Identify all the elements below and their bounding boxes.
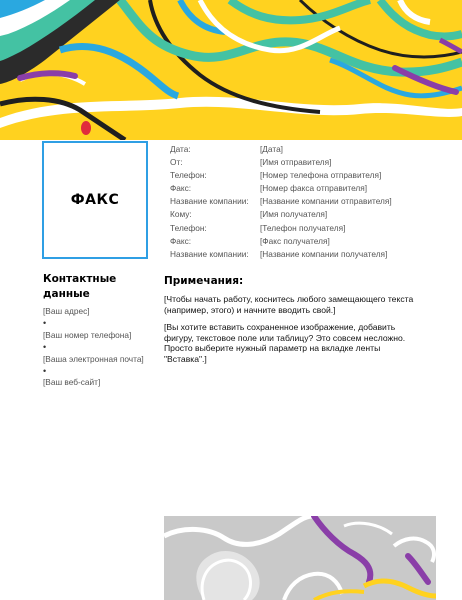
field-value[interactable]: [Телефон получателя] <box>260 222 346 233</box>
field-row-sender-phone <box>170 170 392 183</box>
field-value[interactable]: [Факс получателя] <box>260 235 330 246</box>
field-row-sender-fax <box>170 183 392 196</box>
field-label: Телефон: <box>170 170 207 181</box>
field-value[interactable]: [Имя отправителя] <box>260 157 332 168</box>
notes-paragraph-1[interactable]: [Чтобы начать работу, коснитесь любого замещающего текста (например, этого) и начните вводить свой.] <box>164 294 414 315</box>
field-value[interactable]: [Имя получателя] <box>260 209 328 220</box>
contacts-list <box>43 306 158 389</box>
field-value[interactable]: [Дата] <box>260 144 283 154</box>
field-label: Факс: <box>170 183 192 194</box>
field-label: От: <box>170 157 183 168</box>
header-swirl-art <box>0 0 462 140</box>
header-fields-table <box>170 144 392 262</box>
bullet-separator: • <box>43 365 47 376</box>
field-value[interactable]: [Номер телефона отправителя] <box>260 170 382 181</box>
field-row-sender-company <box>170 196 392 209</box>
field-row-recipient-fax <box>170 236 392 249</box>
contact-address[interactable]: [Ваш адрес] <box>43 306 90 316</box>
field-value[interactable]: [Название компании отправителя] <box>260 196 392 207</box>
contact-website[interactable]: [Ваш веб-сайт] <box>43 377 101 388</box>
field-row-from <box>170 157 392 170</box>
field-row-to <box>170 209 392 222</box>
field-row-date <box>170 144 392 157</box>
field-row-recipient-company <box>170 249 392 262</box>
field-label: Факс: <box>170 235 192 246</box>
fax-title-box <box>42 141 148 259</box>
field-value[interactable]: [Название компании получателя] <box>260 248 388 259</box>
notes-heading: Примечания: <box>164 275 244 287</box>
bullet-separator: • <box>43 341 47 352</box>
field-label: Телефон: <box>170 222 207 233</box>
field-value[interactable]: [Номер факса отправителя] <box>260 183 368 194</box>
field-label: Дата: <box>170 144 191 154</box>
fax-title: ФАКС <box>70 192 120 208</box>
field-label: Название компании: <box>170 196 249 207</box>
contacts-heading: Контактные данные <box>43 273 117 300</box>
field-label: Кому: <box>170 209 192 220</box>
notes-paragraph-2[interactable]: [Вы хотите вставить сохраненное изображение, добавить фигуру, текстовое поле или таблицу? Это совсем несложно. Просто выберите нужный параметр на вкладке ленты "Вставка".] <box>164 322 406 364</box>
contact-email[interactable]: [Ваша электронная почта] <box>43 353 144 364</box>
footer-swirl-art <box>164 516 436 600</box>
field-row-recipient-phone <box>170 223 392 236</box>
contact-phone[interactable]: [Ваш номер телефона] <box>43 329 132 340</box>
field-label: Название компании: <box>170 248 249 259</box>
bullet-separator: • <box>43 317 47 328</box>
